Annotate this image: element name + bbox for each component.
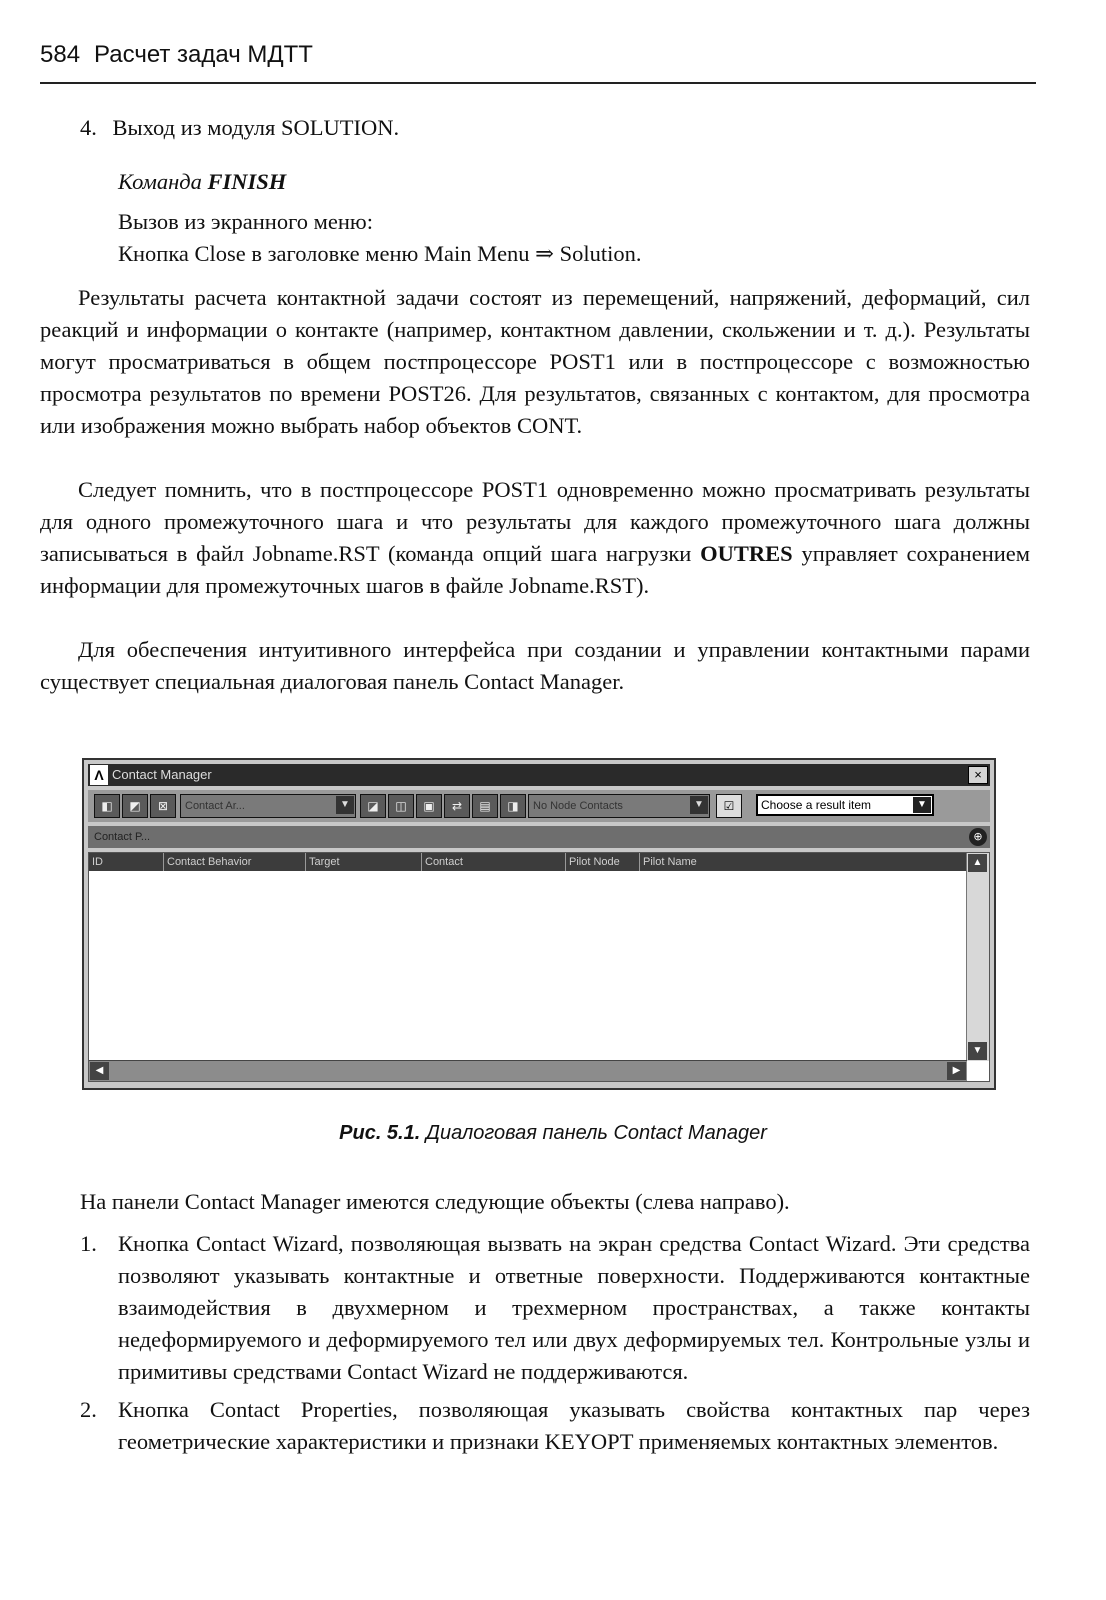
column-contact[interactable]: Contact	[421, 853, 565, 871]
expand-icon[interactable]: ⊕	[969, 828, 987, 846]
column-pilot-name[interactable]: Pilot Name	[639, 853, 943, 871]
menu-call: Вызов из экранного меню:	[118, 209, 373, 234]
running-title: Расчет задач МДТТ	[94, 41, 313, 68]
dialog-titlebar	[88, 764, 990, 786]
list-contact-button[interactable]: ▤	[472, 794, 498, 818]
chevron-down-icon: ▼	[690, 796, 708, 814]
plot-target-button[interactable]: ◫	[388, 794, 414, 818]
header-rule	[40, 82, 1036, 84]
list-item-text: Кнопка Contact Wizard, позволяющая вызвать на экран средства Contact Wizard. Эти средства позволяют указывать контактные и ответные поверхности. Поддерживаются контактные взаимодействия в двухмерном и трехмерном пространствах, а также контакты недеформируемого и деформируемого тел или двух деформируемых тел. Контрольные узлы и примитивы средствами Contact Wizard не поддерживаются.	[118, 1231, 1030, 1384]
chevron-down-icon: ▼	[913, 797, 931, 813]
command-prefix: Команда	[118, 169, 202, 194]
figure-label: Рис. 5.1.	[339, 1122, 421, 1144]
menu-path: Кнопка Close в заголовке меню Main Menu ⇒ Solution.	[118, 241, 642, 266]
vertical-scrollbar[interactable]	[966, 853, 989, 1061]
list-item-text: Кнопка Contact Properties, позволяющая указывать свойства контактных пар через геометрические характеристики и признаки KEYOPT применяемых контактных элементов.	[118, 1397, 1030, 1454]
step-4	[80, 112, 1030, 144]
delete-pair-button[interactable]: ⊠	[150, 794, 176, 818]
dialog-toolbar	[88, 790, 990, 822]
list-item-number: 1.	[80, 1231, 97, 1256]
running-head	[40, 40, 1030, 70]
command-line	[118, 166, 1028, 198]
contact-manager-dialog	[82, 758, 996, 1090]
contact-properties-button[interactable]: ◩	[122, 794, 148, 818]
list-item	[80, 1394, 1030, 1458]
outres-command: OUTRES	[700, 541, 793, 566]
paragraph-contact-manager: Для обеспечения интуитивного интерфейса при создании и управлении контактными парами существует специальная диалоговая панель Contact Manager.	[40, 637, 1030, 694]
contact-view-dropdown[interactable]	[180, 794, 356, 818]
contact-pairs-table	[88, 852, 990, 1082]
column-pilot-node[interactable]: Pilot Node	[565, 853, 639, 871]
paragraph-post1	[40, 474, 1030, 602]
list-item	[80, 1228, 1030, 1388]
objects-list	[80, 1228, 1030, 1458]
contact-pairs-label: Contact P...	[94, 831, 151, 843]
node-contacts-dropdown[interactable]	[528, 794, 710, 818]
plot-both-button[interactable]: ▣	[416, 794, 442, 818]
pilot-node-button[interactable]: ◨	[500, 794, 526, 818]
page-number: 584	[40, 41, 81, 68]
list-intro: На панели Contact Manager имеются следующие объекты (слева направо).	[80, 1189, 790, 1214]
dialog-close-button[interactable]: ×	[968, 766, 988, 784]
node-contacts-value: No Node Contacts	[533, 800, 623, 812]
paragraph-post1-b: управляет сохранением информации для промежуточных шагов в файле Jobname.RST).	[40, 541, 1030, 598]
ansys-logo-icon: Λ	[90, 765, 108, 785]
horizontal-scrollbar[interactable]	[89, 1060, 967, 1081]
step-number: 4.	[80, 115, 97, 140]
step-text: Выход из модуля SOLUTION.	[112, 115, 400, 140]
scroll-left-icon[interactable]: ◀	[90, 1062, 109, 1080]
column-target[interactable]: Target	[305, 853, 421, 871]
scroll-down-icon[interactable]: ▼	[968, 1042, 987, 1060]
figure-caption	[0, 1120, 1106, 1146]
list-item-number: 2.	[80, 1397, 97, 1422]
column-contact-behavior[interactable]: Contact Behavior	[163, 853, 305, 871]
contact-view-value: Contact Ar...	[185, 800, 245, 812]
flip-normals-button[interactable]: ⇄	[444, 794, 470, 818]
paragraph-post1-a: Следует помнить, что в постпроцессоре POST1 одновременно можно просматривать результаты для одного промежуточного шага и что результаты для каждого промежуточного шага должны записываться в файл Jobname.RST (команда опций шага нагрузки	[40, 477, 1030, 566]
result-item-dropdown[interactable]	[756, 794, 934, 816]
scroll-up-icon[interactable]: ▲	[968, 854, 987, 872]
contact-wizard-button[interactable]: ◧	[94, 794, 120, 818]
column-id[interactable]: ID	[92, 856, 103, 868]
command-name: FINISH	[207, 169, 287, 194]
dialog-title: Contact Manager	[112, 767, 212, 782]
check-contact-button[interactable]: ☑	[716, 794, 742, 818]
scroll-right-icon[interactable]: ▶	[947, 1062, 966, 1080]
chevron-down-icon: ▼	[336, 796, 354, 814]
contact-pairs-bar	[88, 826, 990, 848]
plot-contact-button[interactable]: ◪	[360, 794, 386, 818]
result-item-value: Choose a result item	[761, 798, 872, 812]
paragraph-results: Результаты расчета контактной задачи состоят из перемещений, напряжений, деформаций, сил реакций и информации о контакте (например, контактном давлении, скольжении и т. д.). Результаты могут просматриваться в общем постпроцессоре POST1 или в постпроцессоре с возможностью просмотра результатов по времени POST26. Для результатов, связанных с контактом, для просмотра или изображения можно выбрать набор объектов CONT.	[40, 285, 1030, 438]
figure-caption-text: Диалоговая панель Contact Manager	[425, 1122, 767, 1144]
table-header	[89, 853, 967, 871]
